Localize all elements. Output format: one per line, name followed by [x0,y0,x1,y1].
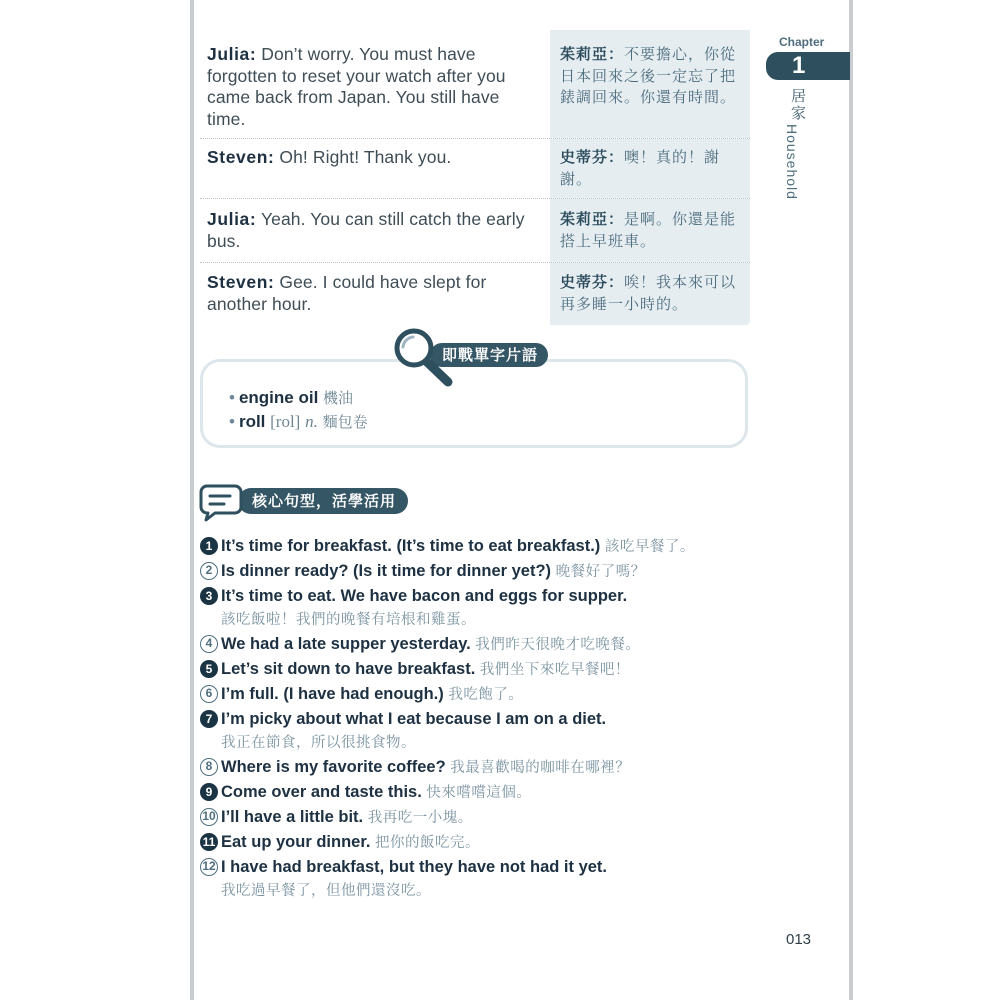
sentence-chinese: 把你的飯吃完。 [375,835,481,851]
dialogue-line: Yeah. You can still catch the early bus. [207,209,525,251]
sentence-english: Eat up your dinner. [221,833,371,851]
sentence-english: I have had breakfast, but they have not had it yet. [221,858,608,876]
sentence-english: I’m full. (I have had enough.) [221,685,444,703]
dialogue-chinese [550,30,750,138]
speaker-name-zh: 史蒂芬： [560,148,625,166]
sentence-english: I’m picky about what I eat because I am on a diet. [221,710,607,728]
dialogue-chinese [550,199,750,262]
sentence-english: Is dinner ready? (Is it time for dinner yet?) [221,562,552,580]
sentence-chinese: 該吃飯啦！我們的晚餐有培根和雞蛋。 [221,612,476,628]
dialogue-chinese [550,263,750,325]
page-number: 013 [786,931,812,948]
dialogue-line-zh: 不要擔心，你從日本回來之後一定忘了把錶調回來。你還有時間。 [560,45,737,106]
sentence-english: We had a late supper yesterday. [221,635,471,653]
sentence-number: 9 [200,783,218,801]
dialogue-english [200,199,550,262]
speaker-name: Julia: [207,209,257,229]
vocab-pronunciation: [rol] [270,412,301,431]
chapter-title-zh: 居家 [791,87,807,122]
core-sentence [200,830,760,855]
dialogue-english [200,139,550,198]
speaker-name-zh: 茱莉亞： [560,210,625,228]
sentence-chinese: 該吃早餐了。 [604,539,695,555]
speaker-name: Julia: [207,44,257,64]
sentence-number: 3 [200,587,218,605]
sentence-number: 4 [200,635,218,653]
vocab-term: engine oil [238,388,319,407]
vocabulary-item [229,410,368,434]
speaker-name-zh: 茱莉亞： [560,45,625,63]
vocabulary-title: 即戰單字片語 [430,343,548,367]
sentence-chinese: 我們昨天很晚才吃晚餐。 [475,637,641,653]
sentence-english: Where is my favorite coffee? [221,758,446,776]
core-sentence [200,805,760,830]
dialogue-line-zh: 唉！我本來可以再多睡一小時的。 [560,273,737,313]
speaker-name: Steven: [207,272,275,292]
dialogue-row [200,199,750,263]
sentence-number: 1 [200,537,218,555]
vocabulary-list [229,386,368,434]
sentence-english: Come over and taste this. [221,783,422,801]
core-sentences-title: 核心句型，活學活用 [238,488,408,514]
sentence-number: 8 [200,758,218,776]
sentence-english: Let’s sit down to have breakfast. [221,660,476,678]
sentence-chinese: 我們坐下來吃早餐吧！ [479,662,630,678]
sentence-english: It’s time to eat. We have bacon and eggs for supper. [221,587,628,605]
sentence-chinese: 我吃過早餐了，但他們還沒吃。 [221,883,431,899]
vocab-part-of-speech: n. [305,412,318,431]
dialogue-table [200,30,750,325]
dialogue-line: Don’t worry. You must have forgotten to reset your watch after you came back from Japan. You still have time. [207,44,506,129]
core-sentence [200,534,760,559]
bullet-icon: • [229,412,235,431]
sentence-number: 12 [200,858,218,876]
speaker-name-zh: 史蒂芬： [560,273,625,291]
speech-bubble-icon [198,483,244,523]
dialogue-row [200,30,750,139]
vocabulary-item [229,386,368,410]
core-sentence [200,632,760,657]
sentence-number: 5 [200,660,218,678]
dialogue-line: Gee. I could have slept for another hour. [207,272,487,314]
sentence-chinese: 晚餐好了嗎？ [555,564,646,580]
core-sentence [200,855,760,903]
dialogue-row [200,139,750,199]
core-sentence [200,657,760,682]
chapter-number-tab: 1 [766,52,850,80]
speaker-name: Steven: [207,147,275,167]
sentence-number: 11 [200,833,218,851]
vocabulary-box [200,359,748,448]
core-sentence [200,682,760,707]
chapter-label: Chapter [779,35,825,49]
sentence-number: 10 [200,808,218,826]
core-sentence [200,780,760,805]
magnifier-icon [393,327,455,387]
bullet-icon: • [229,388,235,407]
sentence-chinese: 我正在節食，所以很挑食物。 [221,735,416,751]
core-sentence [200,755,760,780]
sentence-number: 6 [200,685,218,703]
dialogue-line: Oh! Right! Thank you. [274,147,452,167]
core-sentence [200,707,760,755]
dialogue-row [200,263,750,325]
dialogue-line-zh: 噢！真的！謝謝。 [560,148,721,188]
core-sentence [200,559,760,584]
dialogue-english [200,30,550,138]
dialogue-line-zh: 是啊。你還是能搭上早班車。 [560,210,737,250]
sentence-chinese: 我再吃一小塊。 [367,810,473,826]
vocab-term: roll [238,412,266,431]
dialogue-chinese [550,139,750,198]
sentence-chinese: 我吃飽了。 [448,687,524,703]
sentence-english: I’ll have a little bit. [221,808,364,826]
page-edge-left [190,0,194,1000]
chapter-title-en: Household [784,124,800,200]
sentence-number: 2 [200,562,218,580]
vocab-translation: 機油 [323,389,354,407]
page-edge-right [849,0,853,1000]
sentence-chinese: 我最喜歡喝的咖啡在哪裡？ [450,760,631,776]
dialogue-english [200,263,550,325]
sentence-chinese: 快來嚐嚐這個。 [426,785,532,801]
core-sentence [200,584,760,632]
sentence-number: 7 [200,710,218,728]
sentence-english: It’s time for breakfast. (It’s time to eat breakfast.) [221,537,601,555]
vocab-translation: 麵包卷 [322,413,368,431]
core-sentence-list [200,534,760,903]
